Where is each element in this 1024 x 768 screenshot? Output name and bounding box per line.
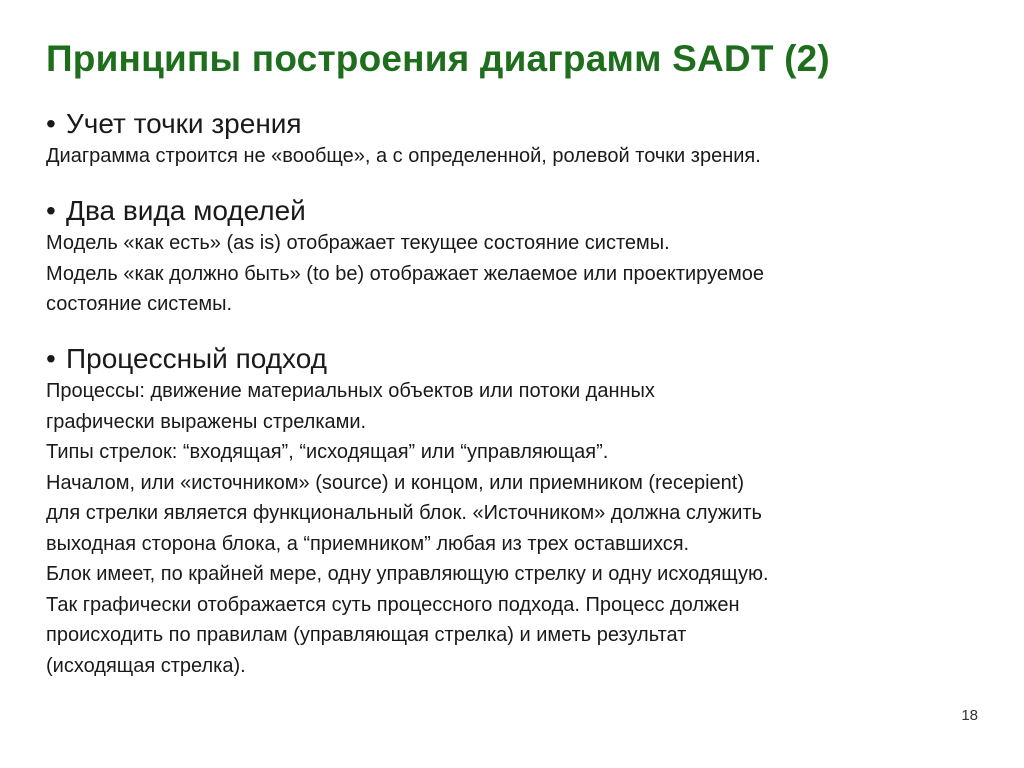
section-heading: [46, 194, 996, 228]
bullet-icon: •: [46, 195, 56, 226]
section-line: Диаграмма строится не «вообще», а с определенной, ролевой точки зрения.: [46, 145, 761, 167]
section-heading-text: Процессный подход: [66, 343, 328, 374]
bullet-icon: •: [46, 108, 56, 139]
section-line: Модель «как должно быть» (to be) отображает желаемое или проектируемое: [46, 262, 764, 285]
section-viewpoint: [46, 107, 996, 172]
section-line: (исходящая стрелка).: [46, 654, 246, 677]
section-line: Типы стрелок: “входящая”, “исходящая” или “управляющая”.: [46, 441, 609, 463]
section-model-types: [46, 194, 996, 320]
section-process-approach: [46, 342, 996, 681]
section-line: происходить по правилам (управляющая стрелка) и иметь результат: [46, 624, 687, 646]
section-line: Процессы: движение материальных объектов или потоки данных: [46, 380, 655, 402]
section-line: состояние системы.: [46, 293, 233, 315]
page-number: 18: [961, 707, 978, 724]
section-line: Началом, или «источником» (source) и концом, или приемником (recepient): [46, 471, 744, 494]
section-line: для стрелки является функциональный блок. «Источником» должна служить: [46, 502, 762, 524]
slide-title: Принципы построения диаграмм SADT (2): [46, 38, 830, 79]
section-line: Блок имеет, по крайней мере, одну управляющую стрелку и одну исходящую.: [46, 563, 769, 585]
section-heading-text: Учет точки зрения: [66, 108, 302, 139]
section-heading: [46, 342, 996, 376]
section-heading: [46, 107, 996, 141]
section-line: Так графически отображается суть процессного подхода. Процесс должен: [46, 593, 740, 616]
bullet-icon: •: [46, 343, 56, 374]
section-line: выходная сторона блока, а “приемником” любая из трех оставшихся.: [46, 532, 690, 555]
section-heading-text: Два вида моделей: [66, 195, 306, 226]
section-line: Модель «как есть» (as is) отображает текущее состояние системы.: [46, 232, 670, 254]
section-line: графически выражены стрелками.: [46, 410, 367, 433]
